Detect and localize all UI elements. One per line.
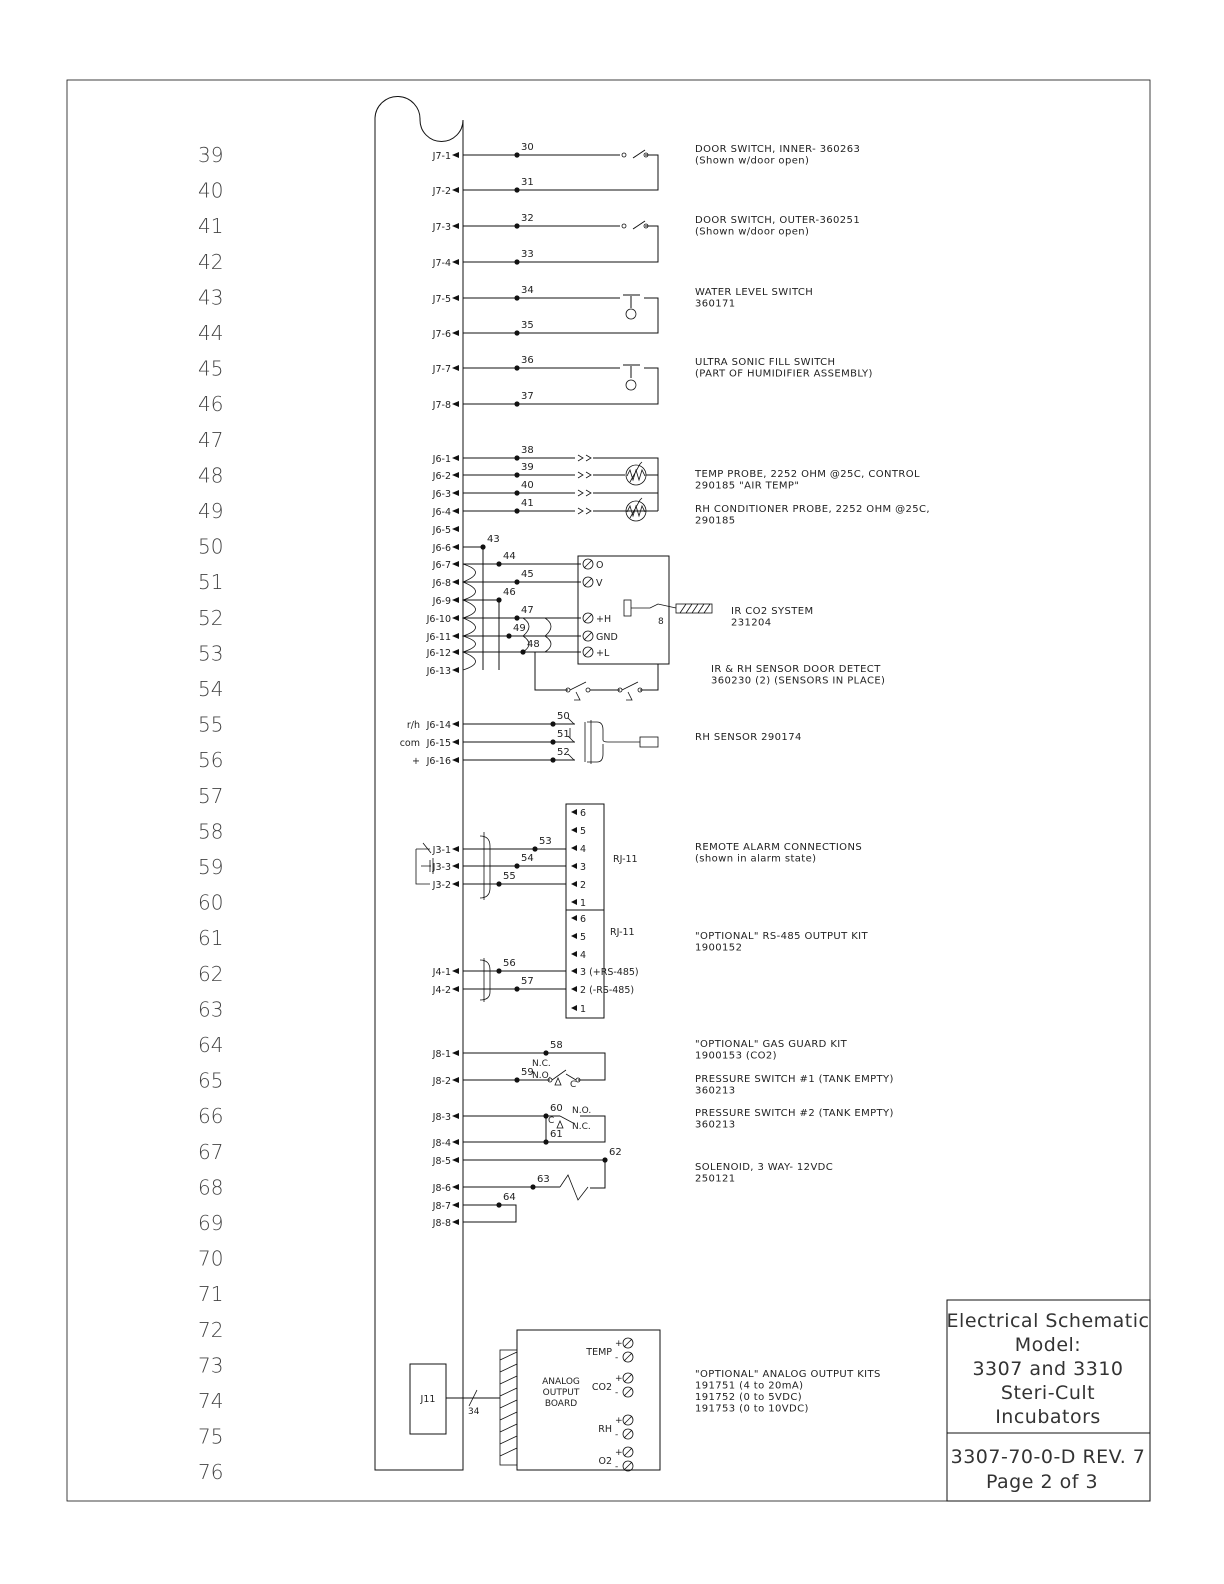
water-level-switch	[517, 295, 658, 333]
pin-arrow-icon	[452, 295, 459, 301]
terminal-slash	[624, 1430, 632, 1438]
analog-output-label: CO2	[591, 1382, 612, 1393]
wire-number: 56	[503, 958, 516, 969]
rj11-pin: 3	[580, 862, 587, 873]
wire-number: 33	[521, 249, 534, 260]
rj11-pin-arrow-icon	[571, 827, 577, 833]
wire-number: 54	[521, 853, 534, 864]
wire-number: 35	[521, 320, 534, 331]
pin-arrow-icon	[452, 846, 459, 852]
component-label-remote-alarm: (shown in alarm state)	[695, 853, 817, 865]
wire-number: 46	[503, 587, 516, 598]
component-label-ir-co2: 231204	[731, 617, 772, 629]
row-number: 40	[198, 178, 224, 203]
component-label-pressure2: 360213	[695, 1119, 736, 1131]
terminal-slash	[584, 614, 592, 622]
pin-arrow-icon	[452, 757, 459, 763]
wire-number: 58	[550, 1040, 563, 1051]
rs485-wiring	[463, 971, 566, 989]
door-switch-outer	[517, 221, 658, 262]
pin-label: J4-1	[432, 967, 451, 978]
contact-c: C	[570, 1080, 577, 1090]
pin-label: J7-4	[432, 258, 451, 269]
pin-arrow-icon	[452, 1139, 459, 1145]
pin-label: J6-2	[432, 471, 451, 482]
pin-arrow-icon	[452, 1219, 459, 1225]
plus-sign: +	[615, 1416, 623, 1426]
rj11-pin: 1	[580, 1004, 587, 1015]
pin-label: J7-3	[432, 222, 451, 233]
pin-label: J7-7	[432, 364, 451, 375]
pin-label: J8-4	[432, 1138, 451, 1149]
row-number: 71	[198, 1282, 224, 1307]
rj11-pin: 5	[580, 826, 587, 837]
pin-arrow-icon	[452, 1184, 459, 1190]
contact-nc: N.C.	[572, 1122, 591, 1132]
wire-number: 57	[521, 976, 534, 987]
terminal-slash	[584, 578, 592, 586]
wire-number: 49	[513, 623, 526, 634]
wire-number: 31	[521, 177, 534, 188]
component-label-solenoid: SOLENOID, 3 WAY- 12VDC	[695, 1162, 834, 1173]
wire-number: 53	[539, 836, 552, 847]
rj11-pin-arrow-icon	[571, 951, 577, 957]
pin-arrow-icon	[452, 615, 459, 621]
component-label-door-outer: (Shown w/door open)	[695, 226, 810, 238]
wire-number: 62	[609, 1147, 622, 1158]
terminal-label: +H	[596, 614, 612, 625]
rh-sensor-icon	[640, 737, 658, 747]
connector-pins	[452, 152, 608, 1225]
rj11-pin-arrow-icon	[571, 933, 577, 939]
pin-label: J7-8	[432, 400, 451, 411]
component-label-temp-probe: TEMP PROBE, 2252 OHM @25C, CONTROL	[695, 469, 920, 480]
component-label-rs485: "OPTIONAL" RS-485 OUTPUT KIT	[695, 931, 869, 942]
row-number: 54	[198, 677, 224, 701]
rj11-pin: 3 (+RS-485)	[580, 967, 639, 978]
row-number: 46	[198, 392, 224, 417]
component-label-analog: 191752 (0 to 5VDC)	[695, 1392, 802, 1403]
rj11-pin: 6	[580, 808, 587, 819]
rj11-pin: 2	[580, 880, 587, 891]
pin-arrow-icon	[452, 721, 459, 727]
analog-board-title: BOARD	[544, 1399, 578, 1409]
pin-arrow-icon	[452, 1077, 459, 1083]
pin-label: J8-2	[432, 1076, 451, 1087]
terminal-slash	[584, 648, 592, 656]
row-number: 69	[198, 1211, 224, 1235]
pin-label: J6-15	[426, 738, 451, 749]
pin-arrow-icon	[452, 667, 459, 673]
pin-arrow-icon	[452, 1202, 459, 1208]
rj11-pin-arrow-icon	[571, 968, 577, 974]
wire-number: 30	[521, 142, 534, 153]
row-number: 68	[198, 1175, 224, 1200]
pin-arrow-icon	[452, 544, 459, 550]
plus-sign: +	[615, 1374, 623, 1384]
wire-number: 36	[521, 355, 534, 366]
pin-arrow-icon	[452, 1157, 459, 1163]
pin-arrow-icon	[452, 968, 459, 974]
pin-arrow-icon	[452, 526, 459, 532]
pin-arrow-icon	[452, 1050, 459, 1056]
rj11-pin: 4	[580, 950, 587, 961]
row-number: 53	[198, 641, 224, 666]
row-number: 74	[198, 1389, 224, 1413]
row-number-column	[198, 143, 223, 1484]
pin-arrow-icon	[452, 1113, 459, 1119]
door-switch-inner	[517, 150, 658, 190]
terminal-slash	[624, 1462, 632, 1470]
pin-label: J8-1	[432, 1049, 451, 1060]
pin-arrow-icon	[452, 633, 459, 639]
pin-label: J8-6	[432, 1183, 451, 1194]
rj11-pin-arrow-icon	[571, 863, 577, 869]
component-label-door-outer: DOOR SWITCH, OUTER-360251	[695, 215, 861, 226]
title-line: 3307 and 3310	[972, 1358, 1124, 1380]
row-number: 41	[198, 214, 224, 239]
component-label-ultrasonic: (PART OF HUMIDIFIER ASSEMBLY)	[695, 368, 873, 380]
minus-sign: -	[615, 1353, 619, 1363]
wire-number: 41	[521, 498, 534, 509]
component-label-gas-guard: 1900153 (CO2)	[695, 1050, 777, 1062]
row-number: 58	[198, 819, 224, 844]
wire-number: 47	[521, 605, 534, 616]
j11-label: J11	[420, 1394, 436, 1405]
title-line: Incubators	[995, 1406, 1101, 1428]
row-number: 62	[198, 961, 224, 986]
wire-number: 40	[521, 480, 534, 491]
minus-sign: -	[615, 1388, 619, 1398]
pin-label: J7-1	[432, 151, 451, 162]
plus-sign: +	[615, 1339, 623, 1349]
wire-number: 44	[503, 551, 516, 562]
terminal-slash	[624, 1388, 632, 1396]
rj11-pin: 2 (-RS-485)	[580, 985, 635, 996]
pin-prefix: +	[412, 756, 420, 767]
terminal-slash	[624, 1353, 632, 1361]
terminal-label: +L	[596, 648, 610, 659]
pin-arrow-icon	[452, 490, 459, 496]
row-number: 66	[198, 1104, 224, 1129]
row-number: 55	[198, 712, 224, 737]
pin-label: J6-12	[426, 648, 451, 659]
row-number: 44	[198, 321, 224, 345]
contact-nc: N.C.	[532, 1059, 551, 1069]
row-number: 60	[198, 890, 224, 915]
title-line: Model:	[1014, 1334, 1082, 1356]
pin-arrow-icon	[452, 259, 459, 265]
row-number: 47	[198, 427, 224, 452]
pin-label: J6-10	[426, 614, 451, 625]
analog-board-title: ANALOG	[542, 1377, 580, 1387]
pin-label: J6-9	[432, 596, 451, 607]
row-number: 59	[198, 855, 224, 879]
analog-board-connector	[500, 1350, 517, 1465]
row-number: 57	[198, 783, 224, 808]
page-border	[67, 80, 1150, 1501]
terminal-label: O	[596, 560, 604, 571]
pin-prefix: r/h	[406, 720, 420, 731]
row-number: 49	[198, 499, 224, 523]
rj11-pin-arrow-icon	[571, 845, 577, 851]
terminal-slash	[584, 632, 592, 640]
wire-number: 60	[550, 1103, 563, 1114]
component-label-door-inner: (Shown w/door open)	[695, 155, 810, 167]
rj11-pin-arrow-icon	[571, 899, 577, 905]
terminal-slash	[624, 1416, 632, 1424]
analog-output-label: RH	[598, 1424, 612, 1435]
contact-c: C	[548, 1116, 555, 1126]
row-number: 48	[198, 463, 224, 488]
pin-label: J6-4	[432, 507, 451, 518]
wire-number: 38	[521, 445, 534, 456]
row-number: 39	[198, 143, 224, 167]
row-number: 75	[198, 1424, 224, 1449]
pin-arrow-icon	[452, 365, 459, 371]
pin-label: J6-13	[426, 666, 451, 677]
terminal-slash	[624, 1374, 632, 1382]
row-number: 51	[198, 570, 224, 595]
analog-output-label: O2	[598, 1456, 612, 1467]
row-number: 61	[198, 926, 224, 951]
contact-no: N.O.	[532, 1071, 552, 1081]
pin-label: J8-7	[432, 1201, 451, 1212]
wire-number: 45	[521, 569, 534, 580]
pin-arrow-icon	[452, 561, 459, 567]
row-number: 70	[198, 1246, 224, 1271]
rj11-pin-arrow-icon	[571, 1005, 577, 1011]
pin-arrow-icon	[452, 455, 459, 461]
row-number: 45	[198, 356, 224, 381]
row-number: 43	[198, 285, 224, 310]
pin-label: J6-14	[426, 720, 451, 731]
component-label-pressure2: PRESSURE SWITCH #2 (TANK EMPTY)	[695, 1108, 894, 1119]
rj11-label: RJ-11	[613, 854, 638, 865]
rj11-pin-arrow-icon	[571, 881, 577, 887]
rj11-lower-block	[566, 910, 604, 1018]
pin-label: J3-2	[432, 880, 451, 891]
wire-number: 48	[527, 639, 540, 650]
rj11-pin: 4	[580, 844, 587, 855]
component-label-solenoid: 250121	[695, 1173, 736, 1185]
pin-label: J6-6	[432, 543, 451, 554]
terminal-label: V	[596, 578, 603, 589]
pin-label: J6-16	[426, 756, 451, 767]
component-label-pressure1: PRESSURE SWITCH #1 (TANK EMPTY)	[695, 1074, 894, 1085]
minus-sign: -	[615, 1430, 619, 1440]
doc-number: 3307-70-0-D REV. 7	[950, 1446, 1146, 1468]
component-label-rh-probe: 290185	[695, 515, 736, 527]
wire-number: 52	[557, 747, 570, 758]
rj11-upper-block	[566, 804, 604, 910]
wire-number: 39	[521, 462, 534, 473]
pin-label: J7-5	[432, 294, 451, 305]
row-number: 67	[198, 1139, 224, 1164]
component-label-gas-guard: "OPTIONAL" GAS GUARD KIT	[695, 1039, 848, 1050]
title-line: Electrical Schematic	[946, 1310, 1150, 1332]
component-label-door-detect: IR & RH SENSOR DOOR DETECT	[711, 664, 881, 675]
jumper-j8-7-j8-8	[463, 1205, 516, 1222]
row-number: 73	[198, 1353, 224, 1378]
probe-wires	[517, 458, 658, 511]
circuits	[410, 150, 1150, 1501]
pin-arrow-icon	[452, 187, 459, 193]
rj11-pin-arrow-icon	[571, 809, 577, 815]
wire-number: 50	[557, 711, 570, 722]
pin-label: J6-8	[432, 578, 451, 589]
ir-wire-label: 8	[658, 617, 664, 627]
rj11-pin: 1	[580, 898, 587, 909]
analog-board-title: OUTPUT	[542, 1388, 580, 1398]
component-label-water-level: WATER LEVEL SWITCH	[695, 287, 814, 298]
rj11-pin-arrow-icon	[571, 915, 577, 921]
wire-number: 37	[521, 391, 534, 402]
wire-count: 34	[468, 1407, 480, 1417]
component-label-pressure1: 360213	[695, 1085, 736, 1097]
component-label-door-detect: 360230 (2) (SENSORS IN PLACE)	[711, 675, 886, 687]
pin-label: J6-11	[426, 632, 451, 643]
pin-label: J6-7	[432, 560, 451, 571]
pin-arrow-icon	[452, 472, 459, 478]
component-label-ir-co2: IR CO2 SYSTEM	[731, 606, 814, 617]
solenoid-wiring	[463, 1160, 605, 1188]
title-line: Steri-Cult	[1000, 1382, 1096, 1404]
wire-number: 59	[521, 1067, 534, 1078]
terminal-slash	[624, 1448, 632, 1456]
row-number: 50	[198, 534, 224, 559]
pin-arrow-icon	[452, 863, 459, 869]
wire-number: 51	[557, 729, 570, 740]
component-label-remote-alarm: REMOTE ALARM CONNECTIONS	[695, 842, 863, 853]
rj11-pin: 6	[580, 914, 587, 925]
pin-arrow-icon	[452, 401, 459, 407]
pin-arrow-icon	[452, 649, 459, 655]
pin-arrow-icon	[452, 579, 459, 585]
contact-no: N.O.	[572, 1106, 592, 1116]
pin-label: J4-2	[432, 985, 451, 996]
row-number: 63	[198, 997, 224, 1022]
pin-label: J8-5	[432, 1156, 451, 1167]
rj11-pin: 5	[580, 932, 587, 943]
rj11-pin-arrow-icon	[571, 986, 577, 992]
row-number: 72	[198, 1317, 224, 1342]
page-number: Page 2 of 3	[985, 1471, 1099, 1493]
pin-label: J7-2	[432, 186, 451, 197]
pin-arrow-icon	[452, 986, 459, 992]
pin-label: J6-1	[432, 454, 451, 465]
row-number: 52	[198, 605, 224, 630]
ultrasonic-fill-switch	[517, 365, 658, 404]
pin-label: J8-8	[432, 1218, 451, 1229]
pin-label: J3-3	[432, 862, 451, 873]
wire-number: 32	[521, 213, 534, 224]
pin-label: J6-3	[432, 489, 451, 500]
analog-output-label: TEMP	[586, 1347, 612, 1358]
wire-number: 63	[537, 1174, 550, 1185]
pin-arrow-icon	[452, 881, 459, 887]
rj11-label: RJ-11	[610, 927, 635, 938]
pin-arrow-icon	[452, 223, 459, 229]
pin-arrow-icon	[452, 597, 459, 603]
component-label-rh-probe: RH CONDITIONER PROBE, 2252 OHM @25C,	[695, 504, 930, 515]
wire-number: 61	[550, 1129, 563, 1140]
wire-number: 43	[487, 534, 500, 545]
minus-sign: -	[615, 1462, 619, 1472]
row-number: 64	[198, 1033, 224, 1057]
wire-number: 34	[521, 285, 534, 296]
component-label-analog: "OPTIONAL" ANALOG OUTPUT KITS	[695, 1369, 881, 1380]
terminal-slash	[624, 1339, 632, 1347]
pin-prefix: com	[399, 738, 420, 749]
pin-label: J8-3	[432, 1112, 451, 1123]
pin-arrow-icon	[452, 152, 459, 158]
row-number: 42	[198, 249, 224, 274]
row-number: 56	[198, 748, 224, 773]
component-label-ultrasonic: ULTRA SONIC FILL SWITCH	[695, 357, 836, 368]
terminal-slash	[584, 560, 592, 568]
wire-number: 64	[503, 1192, 516, 1203]
pin-arrow-icon	[452, 508, 459, 514]
component-label-analog: 191751 (4 to 20mA)	[695, 1380, 804, 1392]
pin-label: J7-6	[432, 329, 451, 340]
plus-sign: +	[615, 1448, 623, 1458]
component-label-water-level: 360171	[695, 298, 736, 310]
component-label-analog: 191753 (0 to 10VDC)	[695, 1403, 809, 1415]
pin-arrow-icon	[452, 330, 459, 336]
component-label-rh-sensor: RH SENSOR 290174	[695, 732, 802, 743]
terminal-label: GND	[596, 632, 618, 643]
pin-label: J6-5	[432, 525, 451, 536]
pin-arrow-icon	[452, 739, 459, 745]
component-label-temp-probe: 290185 "AIR TEMP"	[695, 480, 800, 492]
row-number: 76	[198, 1460, 224, 1485]
pin-label: J3-1	[432, 845, 451, 856]
component-label-door-inner: DOOR SWITCH, INNER- 360263	[695, 144, 861, 155]
component-label-rs485: 1900152	[695, 942, 743, 954]
row-number: 65	[198, 1068, 224, 1093]
thermistor-icon	[626, 465, 646, 485]
wire-number: 55	[503, 871, 516, 882]
